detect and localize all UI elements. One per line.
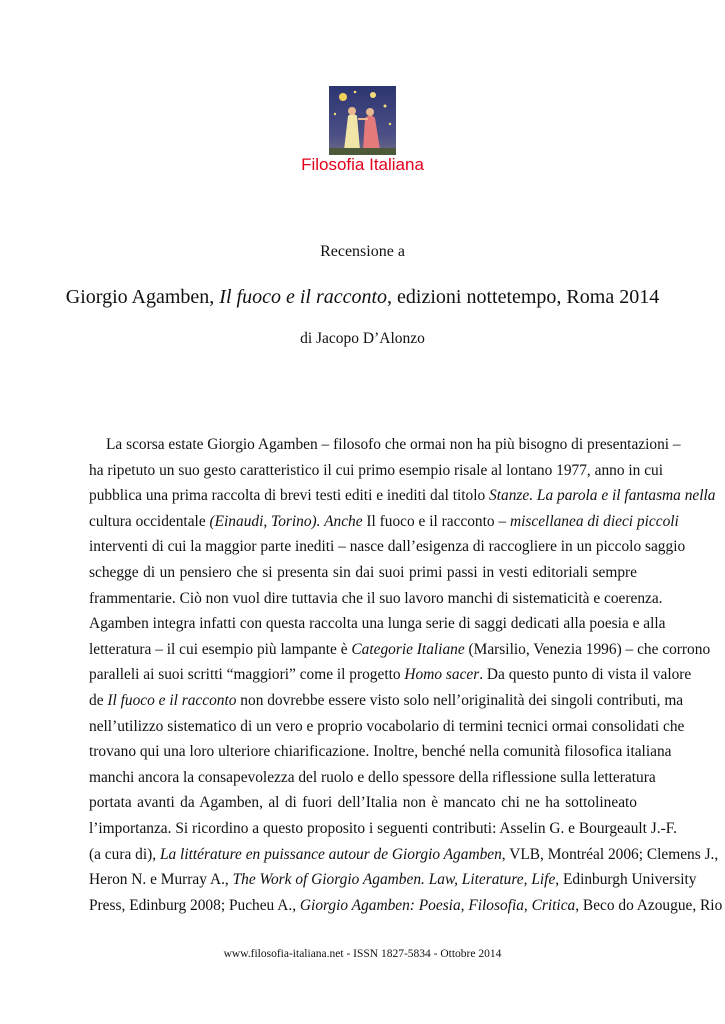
line-text: l’importanza. Si ricordino a questo proposito i seguenti contributi: Asselin G. e Bourgeault J.-F. (89, 819, 677, 837)
italic-title: Giorgio Agamben: Poesia, Filosofia, Critica (299, 896, 576, 914)
paragraph-line (89, 816, 677, 842)
logo-image (329, 86, 396, 155)
paragraph-line (89, 637, 711, 663)
italic-title: Stanze. La parola e il fantasma nella (489, 487, 716, 505)
italic-title: (Einaudi, Torino). Anche (205, 512, 367, 530)
page-footer: www.filosofia-italiana.net - ISSN 1827-5834 - Ottobre 2014 (223, 948, 502, 960)
paragraph-line (89, 432, 681, 458)
paragraph-line (89, 714, 685, 740)
line-text: interventi di cui la maggior parte inediti – nasce dall’esigenza di raccogliere in un piccolo saggio (89, 538, 686, 556)
line-text: . Da questo punto di vista il valore (479, 666, 692, 684)
paragraph-line (89, 739, 672, 765)
paragraph-line (89, 458, 664, 484)
italic-title: Il fuoco e il racconto (107, 691, 237, 709)
paragraph-line (89, 662, 692, 688)
paragraph-line (89, 509, 679, 535)
line-text: Heron N. e Murray A., (89, 871, 233, 889)
line-text: Il fuoco e il racconto (366, 512, 495, 530)
italic-title: Categorie Italiane (351, 640, 465, 658)
line-text: La scorsa estate Giorgio Agamben – filosofo che ormai non ha più bisogno di presentazioni – (106, 436, 681, 453)
line-text: trovano qui una loro ulteriore chiarificazione. Inoltre, benché nella comunità filosofica italiana (89, 743, 672, 761)
line-text: portata avanti da Agamben, al di fuori dell’Italia non è mancato chi ne ha sottolineato (89, 794, 637, 812)
line-text: letteratura – il cui esempio più lampante è (89, 640, 352, 658)
line-text: nell’utilizzo sistematico di un vero e proprio vocabolario di termini tecnici ormai consolidati che (89, 717, 685, 735)
title-author: Giorgio Agamben, (65, 286, 220, 308)
paragraph-line (89, 842, 719, 868)
italic-title: Homo sacer (404, 666, 480, 684)
line-text: , Edinburgh University (555, 871, 697, 889)
line-text: manchi ancora la consapevolezza del ruolo e dello spessore della riflessione sulla letteratura (89, 768, 656, 786)
italic-title: – miscellanea di dieci piccoli (494, 512, 679, 530)
italic-title: La littérature en puissance autour de Giorgio Agamben (159, 845, 502, 863)
paragraph-line (89, 611, 666, 637)
line-text: Agamben integra infatti con questa raccolta una lunga serie di saggi dedicati alla poesia e alla (89, 615, 666, 633)
review-subtitle: Recensione a (320, 243, 405, 260)
paragraph-line (89, 765, 656, 791)
line-text: (a cura di), (89, 845, 160, 863)
line-text: pubblica una prima raccolta di brevi testi editi e inediti dal titolo (89, 487, 490, 505)
line-text: , Beco do Azougue, Rio (575, 896, 723, 914)
line-text: (Marsilio, Venezia 1996) – che corrono (464, 640, 711, 658)
paragraph-line (89, 483, 716, 509)
line-text: Press, Edinburg 2008; Pucheu A., (89, 896, 300, 914)
paragraph-line (89, 790, 637, 816)
paragraph-line (89, 893, 723, 919)
paragraph-line (89, 560, 637, 586)
paragraph-line (89, 867, 697, 893)
two-figures-painting-icon (329, 86, 396, 155)
review-paragraph (89, 432, 723, 918)
page-title (0, 286, 725, 309)
paragraph-line (89, 586, 663, 612)
paragraph-line (89, 534, 686, 560)
italic-title: The Work of Giorgio Agamben. Law, Literature, Life (232, 871, 556, 889)
title-work: Il fuoco e il racconto (219, 286, 388, 308)
line-text: schegge di un pensiero che si presenta sin dai suoi primi passi in vesti editoriali sempre (89, 563, 637, 581)
line-text: de (89, 691, 108, 709)
paragraph-line (89, 688, 684, 714)
title-rest: , edizioni nottetempo, Roma 2014 (387, 286, 660, 308)
line-text: cultura occidentale (89, 512, 206, 530)
brand-name: Filosofia Italiana (301, 155, 424, 174)
byline: di Jacopo D’Alonzo (300, 330, 425, 347)
line-text: , VLB, Montréal 2006; Clemens J., (501, 845, 719, 863)
line-text: non dovrebbe essere visto solo nell’originalità dei singoli contributi, ma (236, 691, 684, 709)
line-text: frammentarie. Ciò non vuol dire tuttavia che il suo lavoro manchi di sistematicità e coerenza. (89, 589, 663, 607)
line-text: ha ripetuto un suo gesto caratteristico il cui primo esempio risale al lontano 1977, anno in cui (89, 461, 664, 479)
line-text: paralleli ai suoi scritti “maggiori” come il progetto (89, 666, 405, 684)
